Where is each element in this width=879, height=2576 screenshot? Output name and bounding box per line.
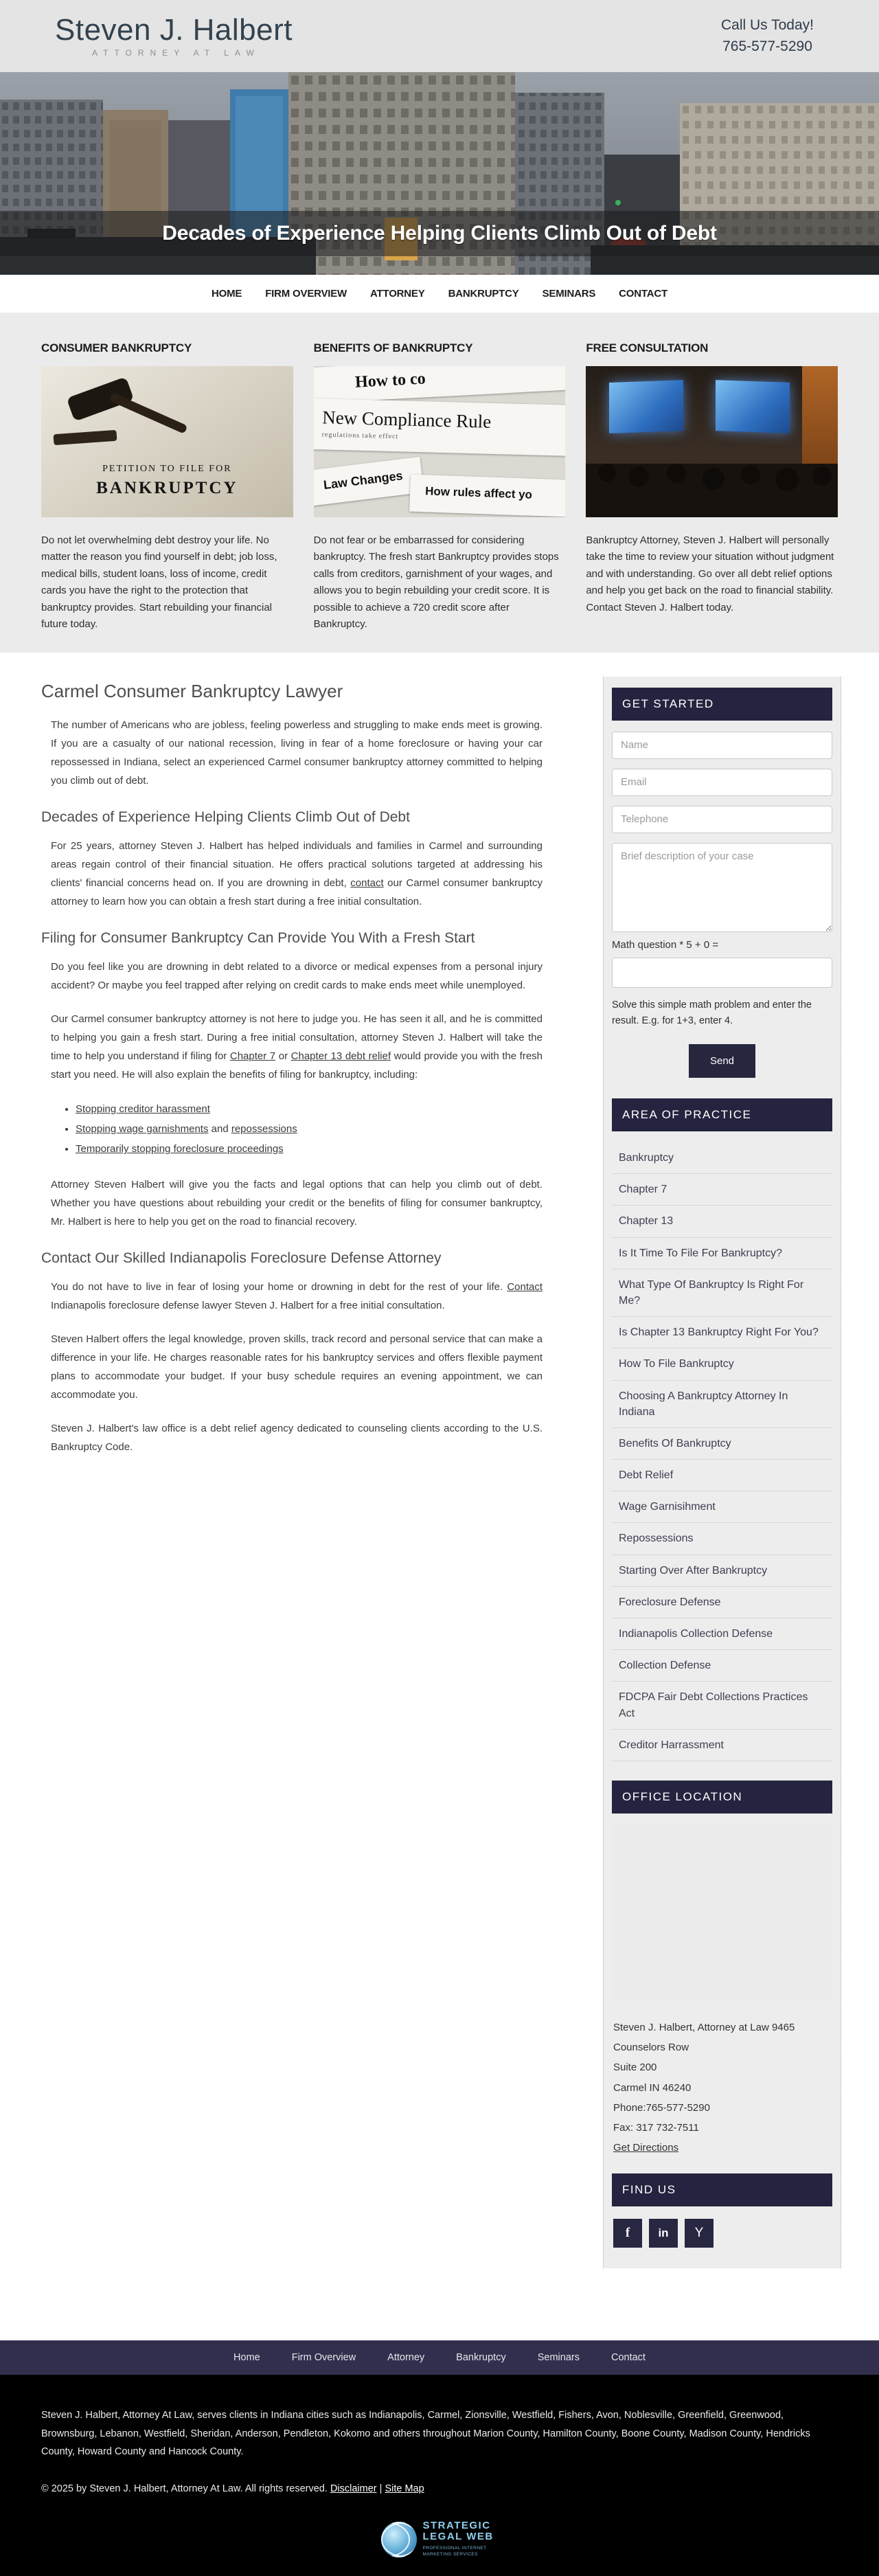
nav-item-seminars[interactable]: SEMINARS — [542, 288, 596, 300]
hero-banner — [0, 72, 879, 275]
practice-item-starting-over[interactable]: Starting Over After Bankruptcy — [612, 1555, 832, 1587]
contact-paragraph-3: Steven J. Halbert's law office is a debt relief agency dedicated to counseling clients according to the U.S. Bankruptcy Code. — [51, 1423, 543, 1454]
main-content — [0, 653, 879, 2306]
contact-link-2[interactable]: Contact — [507, 1281, 543, 1293]
get-started-header: GET STARTED — [612, 688, 832, 721]
seminar-room-image — [586, 366, 838, 517]
practice-item-chapter-13[interactable]: Chapter 13 — [612, 1206, 832, 1237]
footer-nav-home[interactable]: Home — [233, 2351, 260, 2363]
social-links — [612, 2219, 832, 2248]
feature-body: Do not fear or be embarrassed for considering bankruptcy. The fresh start Bankruptcy provides stops calls from creditors, garnishment of your wages, and allows you to begin rebuilding your credit score. It is possible to achieve a 720 credit score after Bankruptcy. — [313, 534, 559, 631]
logo[interactable] — [55, 14, 293, 58]
section-heading-contact: Contact Our Skilled Indianapolis Foreclosure Defense Attorney — [41, 1250, 442, 1267]
page-title: Carmel Consumer Bankruptcy Lawyer — [41, 680, 343, 701]
contact-link[interactable]: contact — [350, 877, 384, 889]
footer-nav-attorney[interactable]: Attorney — [387, 2351, 425, 2363]
find-us-header: FIND US — [612, 2173, 832, 2206]
strategic-legal-web-badge[interactable] — [41, 2520, 838, 2558]
office-phone: Phone:765-577-5290 — [613, 2101, 710, 2114]
practice-area-list — [612, 1142, 832, 1761]
headline-how-to: How to co — [314, 366, 566, 403]
decades-paragraph: For 25 years, attorney Steven J. Halbert has helped individuals and families in Carmel and surrounding areas regain control of their financial situation. He offers practical solutions targeted at addressing his clients' financial concerns head on. If you are drowning in debt, contact our Carmel consumer bankruptcy attorney to learn how you can obtain a fresh start during a free initial consultation. — [51, 839, 543, 907]
nav-item-firm-overview[interactable]: FIRM OVERVIEW — [265, 288, 347, 300]
chapter-7-link[interactable]: Chapter 7 — [229, 1050, 276, 1062]
sitemap-link[interactable]: Site Map — [385, 2483, 424, 2495]
copyright-row: © 2025 by Steven J. Halbert, Attorney At Law. All rights reserved. Disclaimer | Site Map — [41, 2483, 424, 2495]
linkedin-icon[interactable]: in — [649, 2219, 678, 2248]
contact-form — [612, 732, 832, 1078]
get-directions-link[interactable]: Get Directions — [613, 2142, 679, 2154]
yelp-icon[interactable]: Y — [685, 2219, 714, 2248]
practice-item-fdcpa[interactable]: FDCPA Fair Debt Collections Practices Act — [612, 1682, 832, 1729]
petition-caption-bottom: BANKRUPTCY — [96, 479, 238, 497]
list-item — [76, 1099, 543, 1119]
headline-law-changes: Law Changes — [314, 457, 424, 506]
sidebar — [603, 677, 841, 2268]
badge-subtext: PROFESSIONAL INTERNET MARKETING SERVICES — [422, 2545, 487, 2557]
feature-body: Bankruptcy Attorney, Steven J. Halbert will personally take the time to review your situation without judgment and with understanding. Go over all debt relief options and help you get back on the road to financial stability. Contact Steven J. Halbert today. — [586, 534, 834, 613]
feature-benefits-of-bankruptcy — [314, 341, 566, 633]
header-phone-number[interactable]: 765-577-5290 — [722, 38, 812, 54]
call-us-label: Call Us Today! — [720, 17, 814, 34]
office-address — [612, 2018, 832, 2158]
globe-icon — [381, 2522, 417, 2557]
logo-title: Steven J. Halbert — [55, 12, 293, 47]
feature-body: Do not let overwhelming debt destroy your life. No matter the reason you find yourself in debt; job loss, medical bills, student loans, loss of income, credit cards you have the right to the protection that bankruptcy provides. Start rebuilding your financial future today. — [41, 534, 277, 631]
office-fax: Fax: 317 732-7511 — [613, 2122, 699, 2134]
feature-free-consultation — [586, 341, 838, 633]
math-question-label: Math question * 5 + 0 = — [612, 938, 719, 951]
email-input[interactable] — [612, 769, 832, 796]
footer-nav-contact[interactable]: Contact — [610, 2351, 646, 2363]
practice-item-bankruptcy[interactable]: Bankruptcy — [612, 1142, 832, 1174]
wage-garnishments-link[interactable]: Stopping wage garnishments — [76, 1122, 209, 1135]
headline-how-rules-affect: How rules affect yo — [409, 475, 566, 517]
list-item — [76, 1139, 543, 1159]
area-of-practice-header: AREA OF PRACTICE — [612, 1098, 832, 1131]
intro-paragraph: The number of Americans who are jobless, feeling powerless and struggling to make ends meet is growing. If you are a casualty of our national recession, living in fear of a home foreclosure or having your car repossessed in Indiana, select an experienced Carmel consumer bankruptcy attorney committed to helping you climb out of debt. — [51, 719, 543, 787]
copyright-text: © 2025 by Steven J. Halbert, Attorney At Law. All rights reserved. — [41, 2483, 328, 2495]
feature-consumer-bankruptcy — [41, 341, 293, 633]
foreclosure-proceedings-link[interactable]: Temporarily stopping foreclosure proceedings — [76, 1143, 284, 1155]
news-headlines-image — [314, 366, 566, 517]
practice-item-foreclosure-defense[interactable]: Foreclosure Defense — [612, 1587, 832, 1618]
send-button[interactable]: Send — [689, 1044, 755, 1078]
footer-nav — [0, 2340, 879, 2375]
practice-item-collection-defense[interactable]: Collection Defense — [612, 1650, 832, 1682]
projector-screen — [609, 380, 683, 433]
practice-item-debt-relief[interactable]: Debt Relief — [612, 1460, 832, 1491]
practice-item-benefits[interactable]: Benefits Of Bankruptcy — [612, 1428, 832, 1460]
feature-title: BENEFITS OF BANKRUPTCY — [313, 341, 473, 354]
section-heading-fresh-start: Filing for Consumer Bankruptcy Can Provide You With a Fresh Start — [41, 929, 475, 946]
disclaimer-link[interactable]: Disclaimer — [330, 2483, 377, 2495]
section-heading-decades: Decades of Experience Helping Clients Climb Out of Debt — [41, 809, 410, 825]
footer-nav-firm-overview[interactable]: Firm Overview — [291, 2351, 356, 2363]
nav-item-home[interactable]: HOME — [212, 288, 242, 300]
practice-item-creditor-harassment[interactable]: Creditor Harrassment — [612, 1730, 832, 1761]
address-line: Carmel IN 46240 — [613, 2081, 692, 2094]
practice-item-choosing-attorney[interactable]: Choosing A Bankruptcy Attorney In Indiana — [612, 1381, 832, 1428]
projector-screen — [716, 380, 790, 433]
name-input[interactable] — [612, 732, 832, 759]
badge-line1: STRATEGIC — [422, 2520, 491, 2532]
practice-item-indianapolis-collection[interactable]: Indianapolis Collection Defense — [612, 1618, 832, 1650]
nav-item-attorney[interactable]: ATTORNEY — [370, 288, 425, 300]
hero-overlay-band — [0, 211, 879, 256]
fresh-start-paragraph-2: Our Carmel consumer bankruptcy attorney is not here to judge you. He has seen it all, and he is committed to helping you gain a fresh start. During a free initial consultation, attorney Steven J. Halbert will take the time to help you understand if filing for Chapter 7 or Chapter 13 debt relief would provide you with the fresh start you need. He will also explain the benefits of filing for bankruptcy, including: — [51, 1013, 543, 1081]
practice-item-time-to-file[interactable]: Is It Time To File For Bankruptcy? — [612, 1238, 832, 1269]
case-description-textarea[interactable] — [612, 843, 832, 932]
service-area-text: Steven J. Halbert, Attorney At Law, serves clients in Indiana cities such as Indianapolis, Carmel, Zionsville, Westfield, Fishers, Avon, Noblesville, Greenfield, Greenwood, Brownsburg, Lebanon, Westfield, Sheridan, Anderson, Pendleton, Kokomo and others throughout Marion County, Hamilton County, Boone County, Madison County, Hendricks County, Howard County and Hancock County. — [41, 2409, 810, 2458]
site-header — [0, 0, 879, 72]
practice-item-chapter-7[interactable]: Chapter 7 — [612, 1174, 832, 1206]
creditor-harassment-link[interactable]: Stopping creditor harassment — [76, 1103, 210, 1115]
logo-subtitle: ATTORNEY AT LAW — [92, 48, 260, 58]
repossessions-link[interactable]: repossessions — [231, 1122, 297, 1135]
feature-title: CONSUMER BANKRUPTCY — [41, 341, 192, 354]
practice-item-what-type[interactable]: What Type Of Bankruptcy Is Right For Me? — [612, 1269, 832, 1317]
bankruptcy-petition-image — [41, 366, 293, 517]
list-item: • Stopping wage garnishments and repossessions — [76, 1119, 543, 1139]
contact-paragraph-1: You do not have to live in fear of losing your home or drowning in debt for the rest of your life. Contact Indianapolis foreclosure defense lawyer Steven J. Halbert for a free initial consultation. — [51, 1281, 543, 1312]
office-map[interactable] — [612, 1824, 832, 2007]
headline-subline: regulations take effect — [321, 431, 399, 441]
fresh-start-paragraph-1: Do you feel like you are drowning in debt related to a divorce or medical expenses from a personal injury accident? Or maybe you feel trapped after relying on credit cards to make ends meet while unemployed. — [51, 960, 543, 991]
office-location-header: OFFICE LOCATION — [612, 1781, 832, 1814]
facebook-icon[interactable]: f — [613, 2219, 642, 2248]
practice-item-repossessions[interactable]: Repossessions — [612, 1523, 832, 1555]
chapter-13-link[interactable]: Chapter 13 debt relief — [290, 1050, 391, 1062]
math-answer-input[interactable] — [612, 958, 832, 988]
practice-item-wage-garnishment[interactable]: Wage Garnisihment — [612, 1491, 832, 1523]
practice-item-how-to-file[interactable]: How To File Bankruptcy — [612, 1348, 832, 1380]
address-line: Steven J. Halbert, Attorney at Law 9465 Counselors Row — [613, 2021, 795, 2054]
petition-caption-top: PETITION TO FILE FOR — [102, 464, 232, 474]
headline-new-compliance-rule: New Compliance Rule — [321, 407, 492, 432]
fresh-start-paragraph-3: Attorney Steven Halbert will give you the facts and legal options that can help you climb out of debt. Whether you have questions about rebuilding your credit or the benefits of filing for consumer bankruptcy, Mr. Halbert is here to help you get on the road to financial recovery. — [51, 1179, 543, 1228]
hero-tagline: Decades of Experience Helping Clients Climb Out of Debt — [162, 222, 717, 245]
main-nav — [0, 275, 879, 313]
article — [41, 677, 543, 1472]
footer-nav-seminars[interactable]: Seminars — [537, 2351, 580, 2363]
feature-title: FREE CONSULTATION — [586, 341, 709, 354]
contact-paragraph-2: Steven Halbert offers the legal knowledge, proven skills, track record and personal service that can make a difference in your life. He charges reasonable rates for his bankruptcy services and offers flexible payment plans to accommodate your budget. If your busy schedule requires an evening appointment, we can accommodate you. — [51, 1333, 543, 1401]
feature-columns — [0, 313, 879, 653]
nav-item-bankruptcy[interactable]: BANKRUPTCY — [448, 288, 519, 300]
footer-nav-bankruptcy[interactable]: Bankruptcy — [456, 2351, 506, 2363]
math-hint-text: Solve this simple math problem and enter the result. E.g. for 1+3, enter 4. — [612, 999, 812, 1026]
benefits-list — [41, 1099, 543, 1160]
practice-item-chapter-13-right[interactable]: Is Chapter 13 Bankruptcy Right For You? — [612, 1317, 832, 1348]
telephone-input[interactable] — [612, 806, 832, 833]
badge-line2: LEGAL WEB — [422, 2530, 494, 2542]
nav-item-contact[interactable]: CONTACT — [619, 288, 667, 300]
footer — [0, 2375, 879, 2576]
address-line: Suite 200 — [613, 2061, 657, 2074]
call-us-box — [721, 15, 814, 57]
